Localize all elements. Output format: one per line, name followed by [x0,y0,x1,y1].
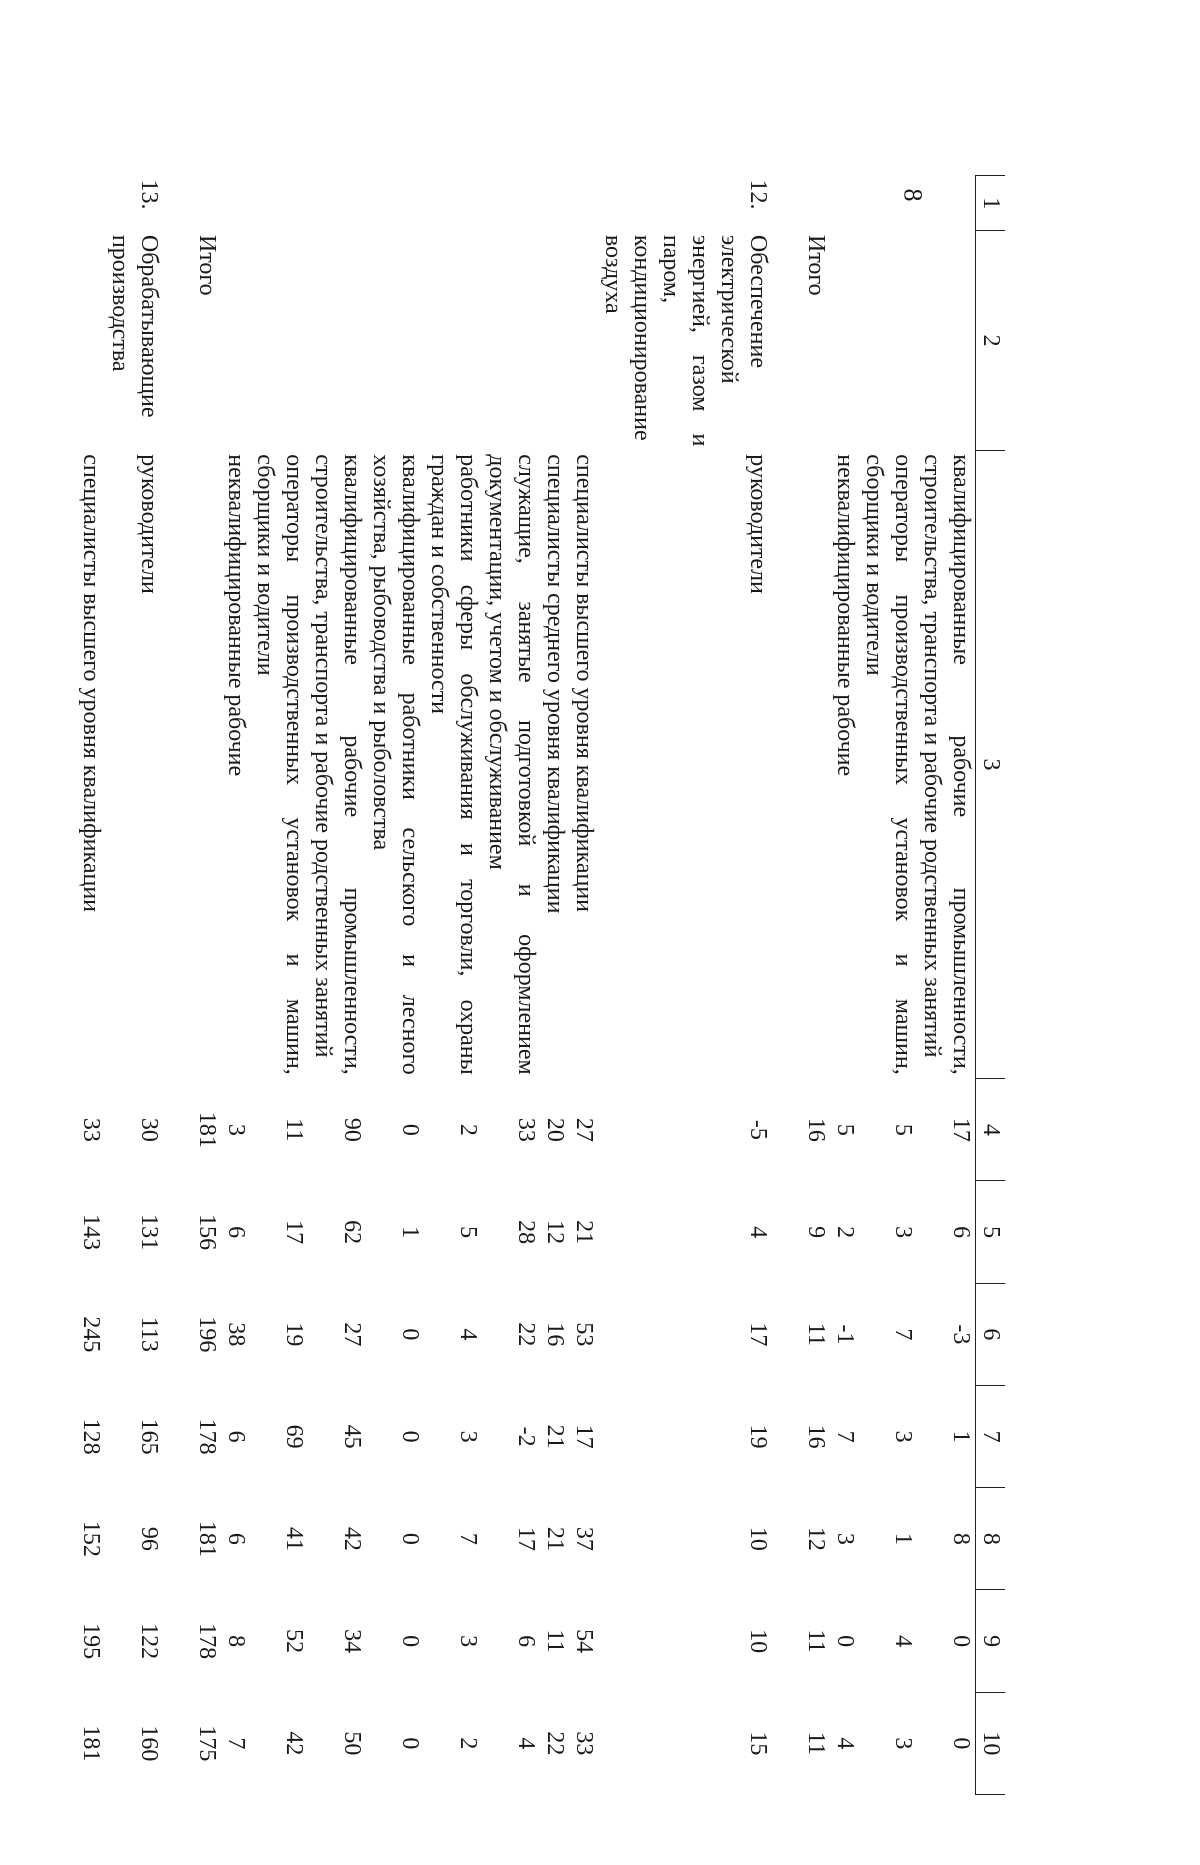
value-col-7: 3 [890,1430,916,1443]
value-col-8: 10 [745,1526,771,1551]
value-col-5: 156 [194,1214,220,1251]
table-row [540,176,569,1795]
industry-name [482,231,540,450]
row-number [569,176,598,231]
occupation-category: операторы производственных установок и машин, сборщики и водители [861,454,916,1075]
value-col-7: 1 [948,1430,974,1443]
value-col-5: 9 [803,1226,829,1239]
value-col-10: 181 [78,1725,104,1762]
value-col-6: 53 [571,1322,597,1347]
table-row [192,176,221,1795]
value-col-8: 181 [194,1520,220,1557]
value-col-5: 131 [136,1214,162,1251]
value-col-4: 5 [832,1123,858,1136]
rotated-page-content [0,175,1005,1865]
value-col-9: 122 [136,1623,162,1660]
occupation-category [801,450,830,1078]
value-col-4: 30 [136,1117,162,1142]
industry-name [250,231,308,450]
value-col-4: 181 [194,1111,220,1148]
table-row [366,176,424,1795]
industry-name [859,231,917,450]
value-col-5: 17 [281,1220,307,1245]
value-col-6: 0 [397,1328,423,1341]
value-col-9: 11 [803,1629,829,1653]
section-spacer [163,176,192,1795]
value-col-4: 5 [890,1123,916,1136]
occupation-category: специалисты высшего уровня квалификации [78,454,104,913]
industry-name [569,231,598,450]
value-col-6: 196 [194,1316,220,1353]
table-row [221,176,250,1795]
value-col-5: 5 [455,1226,481,1239]
value-col-5: 3 [890,1226,916,1239]
value-col-10: 15 [745,1731,771,1756]
occupation-category: служащие, занятые подготовкой и оформлением документации, учетом и обслуживанием [484,454,539,1075]
value-col-8: 6 [223,1532,249,1545]
value-col-6: 17 [745,1322,771,1347]
value-col-4: 16 [803,1117,829,1142]
value-col-10: 3 [890,1737,916,1750]
value-col-10: 175 [194,1725,220,1762]
value-col-5: 143 [78,1214,104,1251]
value-col-4: 20 [542,1117,568,1142]
value-col-4: 90 [339,1117,365,1142]
industry-name [830,231,859,450]
value-col-7: 69 [281,1424,307,1449]
occupation-category: специалисты среднего уровня квалификации [542,454,568,914]
row-number [830,176,859,231]
table-row [801,176,830,1795]
column-header-1: 1 [976,176,1006,231]
employment-forecast-table [76,175,1005,1795]
column-header-8: 8 [976,1488,1006,1590]
value-col-9: 178 [194,1623,220,1660]
value-col-9: 6 [513,1635,539,1648]
table-row [482,176,540,1795]
value-col-9: 11 [542,1629,568,1653]
value-col-7: 0 [397,1430,423,1443]
value-col-7: 3 [455,1430,481,1443]
value-col-4: 2 [455,1123,481,1136]
occupation-category [192,450,221,1078]
value-col-6: 113 [136,1316,162,1352]
occupation-category: операторы производственных установок и машин, сборщики и водители [252,454,307,1075]
industry-name [917,231,976,450]
value-col-4: -5 [745,1119,771,1140]
value-col-4: 17 [948,1117,974,1142]
industry-name [540,231,569,450]
occupation-category: работники сферы обслуживания и торговли, охраны граждан и собственности [426,454,481,1075]
column-header-2: 2 [976,231,1006,450]
table-row [830,176,859,1795]
value-col-5: 12 [542,1220,568,1245]
value-col-7: 7 [832,1430,858,1443]
value-col-4: 11 [281,1118,307,1142]
value-col-6: 245 [78,1316,104,1353]
value-col-8: 3 [832,1532,858,1545]
value-col-7: 178 [194,1418,220,1455]
value-col-9: 195 [78,1623,104,1660]
section-spacer [772,176,801,1795]
value-col-4: 3 [223,1123,249,1136]
column-number-header-row [976,176,1006,1795]
industry-name: Итого [803,234,829,296]
value-col-10: 160 [136,1725,162,1762]
value-col-8: 12 [803,1526,829,1551]
row-number [250,176,308,231]
column-header-6: 6 [976,1283,1006,1385]
column-header-10: 10 [976,1692,1006,1794]
value-col-4: 33 [513,1117,539,1142]
value-col-6: 7 [890,1328,916,1341]
table-row [859,176,917,1795]
value-col-9: 10 [745,1629,771,1654]
row-number [424,176,482,231]
table-row [250,176,308,1795]
value-col-6: -3 [948,1324,974,1345]
industry-name [424,231,482,450]
value-col-5: 2 [832,1226,858,1239]
value-col-5: 1 [397,1226,423,1239]
row-number [221,176,250,231]
occupation-category: специалисты высшего уровня квалификации [571,454,597,913]
value-col-8: 42 [339,1526,365,1551]
industry-name [221,231,250,450]
row-number [366,176,424,231]
value-col-9: 52 [281,1629,307,1654]
value-col-9: 0 [397,1635,423,1648]
value-col-9: 54 [571,1629,597,1654]
industry-name: Итого [194,234,220,296]
row-number [801,176,830,231]
value-col-5: 62 [339,1220,365,1245]
value-col-6: 19 [281,1322,307,1347]
value-col-4: 0 [397,1123,423,1136]
value-col-8: 37 [571,1526,597,1551]
value-col-10: 42 [281,1731,307,1756]
value-col-4: 27 [571,1117,597,1142]
value-col-8: 0 [397,1532,423,1545]
value-col-6: 11 [803,1322,829,1346]
value-col-6: -1 [832,1324,858,1345]
industry-name [308,231,366,450]
value-col-9: 3 [455,1635,481,1648]
row-number [540,176,569,231]
value-col-7: 6 [223,1430,249,1443]
industry-name: Обеспечение электрической энергией, газом и паром, кондиционирование воздуха [600,234,771,447]
column-header-5: 5 [976,1181,1006,1283]
value-col-8: 21 [542,1526,568,1551]
value-col-10: 4 [832,1737,858,1750]
column-header-7: 7 [976,1385,1006,1487]
value-col-9: 8 [223,1635,249,1648]
value-col-10: 50 [339,1731,365,1756]
value-col-7: 16 [803,1424,829,1449]
value-col-7: 165 [136,1418,162,1455]
value-col-6: 27 [339,1322,365,1347]
occupation-category: квалифицированные работники сельского и лесного хозяйства, рыбоводства и рыболовства [368,454,423,1075]
row-number: 12. [745,179,771,210]
value-col-8: 1 [890,1532,916,1545]
occupation-category: неквалифицированные рабочие [223,454,249,777]
value-col-6: 16 [542,1322,568,1347]
industry-name: Обрабатывающие производства [107,234,162,418]
value-col-10: 33 [571,1731,597,1756]
value-col-6: 38 [223,1322,249,1347]
row-number [76,176,105,231]
row-number [192,176,221,231]
row-number [308,176,366,231]
row-number [917,176,976,231]
table-row [76,176,105,1795]
value-col-8: 7 [455,1532,481,1545]
value-col-5: 21 [571,1220,597,1245]
occupation-category: руководители [136,454,162,594]
industry-name [76,231,105,450]
occupation-category: квалифицированные рабочие промышленности, строительства, транспорта и рабочие родственных занятий [919,454,974,1075]
occupation-category: квалифицированные рабочие промышленности, строительства, транспорта и рабочие родственных занятий [310,454,365,1075]
column-header-3: 3 [976,450,1006,1078]
value-col-4: 33 [78,1117,104,1142]
value-col-10: 11 [803,1731,829,1755]
value-col-8: 17 [513,1526,539,1551]
value-col-5: 6 [223,1226,249,1239]
table-row [424,176,482,1795]
value-col-7: 45 [339,1424,365,1449]
value-col-5: 6 [948,1226,974,1239]
value-col-6: 4 [455,1328,481,1341]
value-col-10: 0 [948,1737,974,1750]
value-col-7: 19 [745,1424,771,1449]
value-col-9: 0 [832,1635,858,1648]
page-number: 8 [898,188,928,202]
value-col-10: 22 [542,1731,568,1756]
value-col-10: 2 [455,1737,481,1750]
row-number [482,176,540,231]
occupation-category: неквалифицированные рабочие [832,454,858,777]
row-number: 13. [136,179,162,210]
value-col-6: 22 [513,1322,539,1347]
table-body [76,176,976,1795]
value-col-5: 28 [513,1220,539,1245]
value-col-7: 21 [542,1424,568,1449]
column-header-4: 4 [976,1079,1006,1181]
value-col-7: 128 [78,1418,104,1455]
value-col-8: 152 [78,1520,104,1557]
table-row [308,176,366,1795]
row-number [859,176,917,231]
value-col-7: 17 [571,1424,597,1449]
table-row [105,176,163,1795]
value-col-5: 4 [745,1226,771,1239]
column-header-9: 9 [976,1590,1006,1692]
occupation-category: руководители [745,454,771,594]
industry-name [366,231,424,450]
value-col-8: 41 [281,1526,307,1551]
value-col-10: 7 [223,1737,249,1750]
value-col-9: 0 [948,1635,974,1648]
value-col-7: -2 [513,1426,539,1447]
table-row [917,176,976,1795]
table-row [598,176,772,1795]
value-col-8: 96 [136,1526,162,1551]
value-col-9: 4 [890,1635,916,1648]
value-col-10: 0 [397,1737,423,1750]
table-row [569,176,598,1795]
value-col-9: 34 [339,1629,365,1654]
value-col-10: 4 [513,1737,539,1750]
value-col-8: 8 [948,1532,974,1545]
